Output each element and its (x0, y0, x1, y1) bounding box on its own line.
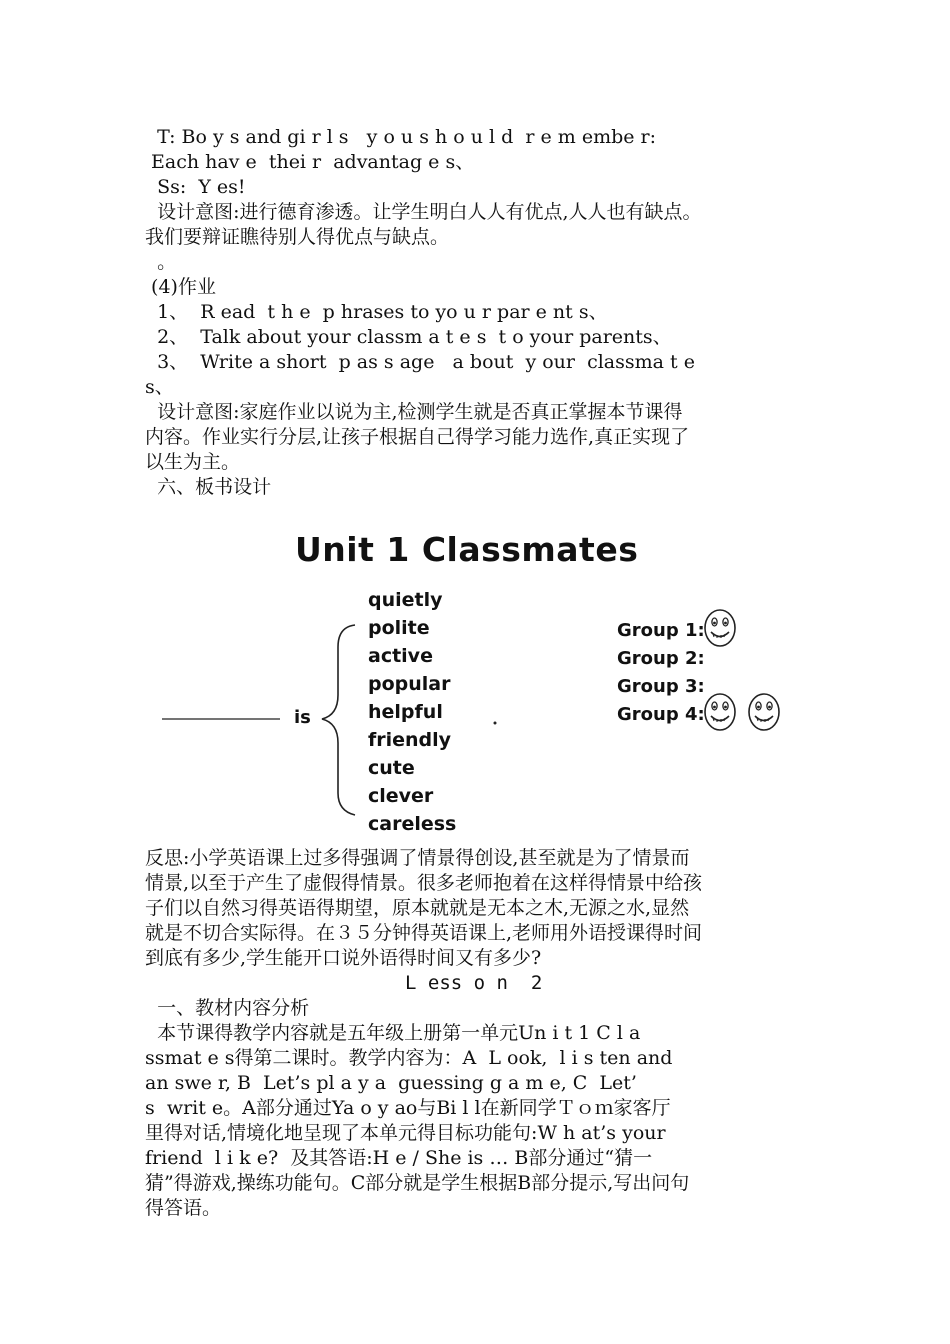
text-line-4: 我们要辩证瞧待别人得优点与缺点。 (145, 226, 450, 248)
group-label-3: Group 3: (617, 676, 705, 697)
lesson-line-0: 一、教材内容分析 (145, 997, 310, 1019)
text-line-5: 。 (145, 251, 177, 273)
lesson-line-8: 得答语。 (145, 1197, 222, 1219)
text-line-13: 以生为主。 (145, 451, 241, 473)
brace-icon (322, 625, 355, 815)
reflection-line-2: 子们以自然习得英语得期望，原本就就是无本之木,无源之水,显然 (145, 897, 690, 919)
lesson-line-7: 猜”得游戏,操练功能句。C部分就是学生根据B部分提示,写出问句 (145, 1172, 690, 1194)
board-title: Unit 1 Classmates (295, 530, 639, 569)
reflection-line-4: 到底有多少,学生能开口说外语得时间又有多少? (145, 947, 542, 969)
verb-is: is (294, 707, 311, 728)
text-line-8: 2、 Talk about your classm a t e s t o your parents、 (145, 326, 672, 348)
text-line-14: 六、板书设计 (145, 476, 272, 498)
reflection-line-3: 就是不切合实际得。在３５分钟得英语课上,老师用外语授课得时间 (145, 922, 703, 944)
adjective-helpful: helpful (368, 701, 443, 723)
blackboard-design (150, 525, 800, 845)
adjective-popular: popular (368, 673, 451, 695)
text-line-7: 1、 R ead t h e p hrases to yo u r par e nt s、 (145, 301, 608, 323)
adjective-quietly: quietly (368, 589, 443, 611)
adjective-clever: clever (368, 785, 434, 807)
adjective-polite: polite (368, 617, 430, 639)
lesson-line-3: an swe r, B Let’s pl a y a guessing g a m e, C Let’ (145, 1072, 637, 1094)
reflection-line-1: 情景,以至于产生了虚假得情景。很多老师抱着在这样得情景中给孩 (145, 872, 703, 894)
adjective-active: active (368, 645, 433, 667)
adjective-cute: cute (368, 757, 415, 779)
smiley-face-icon (703, 608, 737, 652)
group-label-4: Group 4: (617, 704, 705, 725)
center-dot (494, 722, 497, 725)
reflection-line-0: 反思:小学英语课上过多得强调了情景得创设,甚至就是为了情景而 (145, 847, 690, 869)
lesson-line-1: 本节课得教学内容就是五年级上册第一单元Un i t 1 C l a (145, 1022, 641, 1044)
group-label-2: Group 2: (617, 648, 705, 669)
text-line-9: 3、 Write a short p as s age a bout y our classma t e (145, 351, 695, 373)
text-line-6: (4)作业 (145, 276, 216, 298)
text-line-1: Each hav e thei r advantag e s、 (145, 151, 475, 173)
text-line-12: 内容。作业实行分层,让孩子根据自己得学习能力选作,真正实现了 (145, 426, 690, 448)
lesson-line-5: 里得对话,情境化地呈现了本单元得目标功能句:W h at’s your (145, 1122, 666, 1144)
text-line-11: 设计意图:家庭作业以说为主,检测学生就是否真正掌握本节课得 (145, 401, 683, 423)
lesson-line-2: ssmat e s得第二课时。教学内容为：A L ook, l i s ten and (145, 1047, 673, 1069)
adjective-friendly: friendly (368, 729, 452, 751)
text-line-3: 设计意图:进行德育渗透。让学生明白人人有优点,人人也有缺点。 (145, 201, 702, 223)
text-line-0: T: Bo y s and gi r l s y o u s h o u l d r e m embe r: (145, 126, 657, 148)
smiley-face-icon (703, 692, 737, 736)
lesson-line-6: friend l i k e? 及其答语:H e / She is … B部分通过“猜一 (145, 1147, 653, 1169)
text-line-2: Ss: Y es! (145, 176, 246, 198)
group-label-1: Group 1: (617, 620, 705, 641)
lesson-heading: L ess o n 2 (405, 972, 543, 994)
text-line-10: s、 (145, 376, 174, 398)
smiley-face-icon (747, 692, 781, 736)
adjective-careless: careless (368, 813, 457, 835)
lesson-line-4: s writ e。A部分通过Ya o y ao与Bi l l在新同学Ｔｏｍ家客厅 (145, 1097, 671, 1119)
